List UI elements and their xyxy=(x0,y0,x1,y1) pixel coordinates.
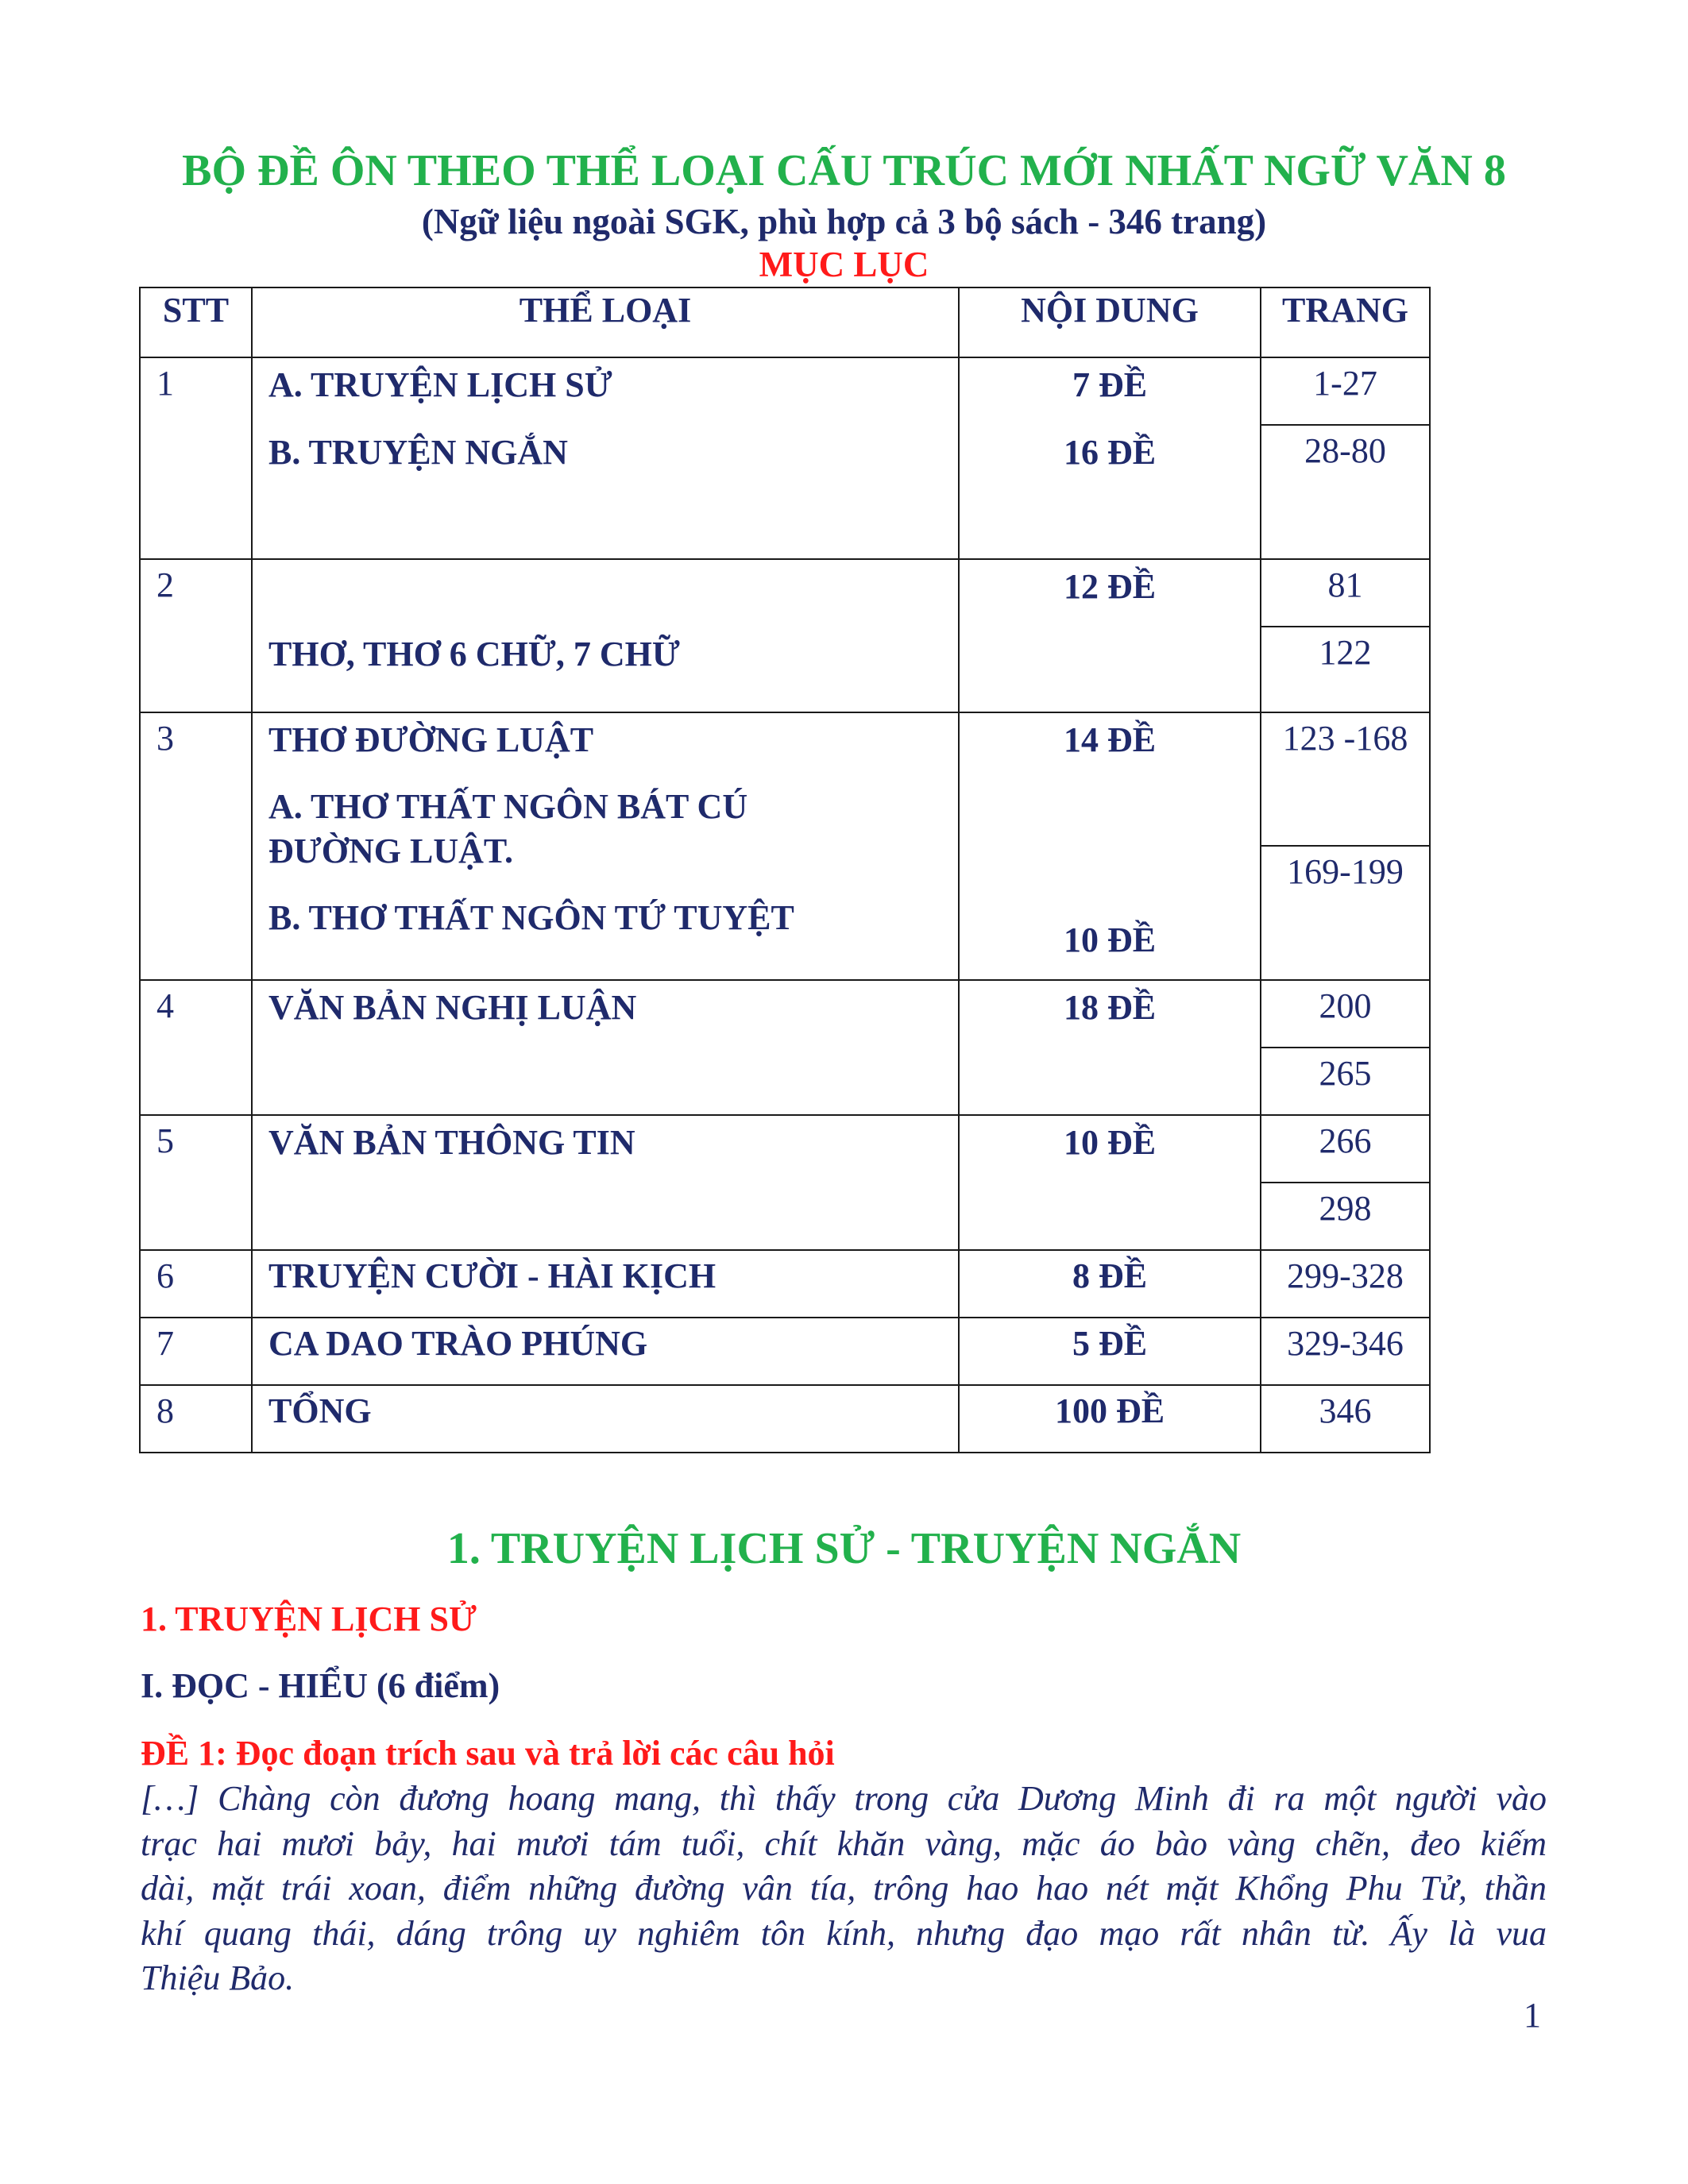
cell-the-loai: TỔNG xyxy=(252,1385,959,1453)
noi-dung-line: 14 ĐỀ xyxy=(1063,720,1157,759)
table-row xyxy=(140,1385,1430,1453)
noi-dung-line: 12 ĐỀ xyxy=(1063,567,1157,606)
noi-dung-line: 7 ĐỀ xyxy=(1072,365,1148,404)
cell-the-loai xyxy=(252,712,959,980)
table-row xyxy=(140,1115,1430,1183)
cell-noi-dung: 100 ĐỀ xyxy=(959,1385,1261,1453)
header-noi-dung: NỘI DUNG xyxy=(959,287,1261,357)
toc-label: MỤC LỤC xyxy=(759,245,929,284)
document-title: BỘ ĐỀ ÔN THEO THỂ LOẠI CẤU TRÚC MỚI NHẤT NGỮ VĂN 8 xyxy=(182,146,1506,195)
passage-line: dài, mặt trái xoan, điểm những đường vân tía, trông hao hao nét mặt Khổng Phu Tử, thần xyxy=(141,1869,1547,1908)
cell-trang: 298 xyxy=(1261,1183,1430,1250)
cell-trang: 299-328 xyxy=(1261,1250,1430,1318)
cell-trang: 200 xyxy=(1261,980,1430,1048)
cell-stt: 5 xyxy=(140,1115,252,1250)
cell-stt: 6 xyxy=(140,1250,252,1318)
the-loai-line: THƠ, THƠ 6 CHỮ, 7 CHỮ xyxy=(268,635,680,673)
noi-dung-line: 18 ĐỀ xyxy=(1063,988,1157,1027)
the-loai-line: ĐƯỜNG LUẬT. xyxy=(268,832,513,870)
cell-stt: 1 xyxy=(140,357,252,559)
cell-stt: 3 xyxy=(140,712,252,980)
part-heading: I. ĐỌC - HIỂU (6 điểm) xyxy=(141,1666,500,1705)
cell-trang: 1-27 xyxy=(1261,357,1430,425)
cell-the-loai xyxy=(252,357,959,559)
the-loai-line: THƠ ĐƯỜNG LUẬT xyxy=(268,720,594,759)
cell-trang: 266 xyxy=(1261,1115,1430,1183)
cell-stt: 8 xyxy=(140,1385,252,1453)
cell-trang: 122 xyxy=(1261,627,1430,712)
the-loai-line: A. TRUYỆN LỊCH SỬ xyxy=(268,365,612,404)
noi-dung-line: 16 ĐỀ xyxy=(1063,433,1157,472)
cell-the-loai xyxy=(252,980,959,1115)
cell-trang: 346 xyxy=(1261,1385,1430,1453)
table-row xyxy=(140,559,1430,627)
cell-stt: 2 xyxy=(140,559,252,712)
cell-noi-dung xyxy=(959,1115,1261,1250)
cell-noi-dung xyxy=(959,357,1261,559)
cell-noi-dung: 5 ĐỀ xyxy=(959,1318,1261,1385)
passage-line: trạc hai mươi bảy, hai mươi tám tuổi, chít khăn vàng, mặc áo bào vàng chẽn, đeo kiếm xyxy=(141,1823,1547,1863)
table-row xyxy=(140,1318,1430,1385)
table-row xyxy=(140,1250,1430,1318)
the-loai-line: B. THƠ THẤT NGÔN TỨ TUYỆT xyxy=(268,898,794,937)
noi-dung-line: 10 ĐỀ xyxy=(1063,1123,1157,1162)
the-loai-line: VĂN BẢN NGHỊ LUẬN xyxy=(268,988,637,1027)
cell-trang: 81 xyxy=(1261,559,1430,627)
cell-trang: 265 xyxy=(1261,1048,1430,1115)
cell-the-loai xyxy=(252,1115,959,1250)
page-number: 1 xyxy=(1524,1996,1541,2035)
cell-noi-dung xyxy=(959,712,1261,980)
cell-stt: 4 xyxy=(140,980,252,1115)
cell-noi-dung xyxy=(959,559,1261,712)
header-the-loai: THỂ LOẠI xyxy=(252,287,959,357)
passage-line: khí quang thái, dáng trông uy nghiêm tôn kính, nhưng đạo mạo rất nhân từ. Ấy là vua xyxy=(141,1913,1547,1953)
cell-trang: 123 -168 xyxy=(1261,712,1430,846)
table-header-row xyxy=(140,287,1430,357)
the-loai-line: VĂN BẢN THÔNG TIN xyxy=(268,1123,635,1162)
cell-trang: 28-80 xyxy=(1261,425,1430,559)
document-subtitle: (Ngữ liệu ngoài SGK, phù hợp cả 3 bộ sách - 346 trang) xyxy=(421,202,1267,241)
cell-stt: 7 xyxy=(140,1318,252,1385)
header-trang: TRANG xyxy=(1261,287,1430,357)
cell-the-loai: CA DAO TRÀO PHÚNG xyxy=(252,1318,959,1385)
passage-line: […] Chàng còn đương hoang mang, thì thấy trong cửa Dương Minh đi ra một người vào xyxy=(141,1779,1547,1818)
table-row xyxy=(140,980,1430,1048)
toc-table xyxy=(139,287,1431,1453)
table-row xyxy=(140,712,1430,846)
the-loai-line: A. THƠ THẤT NGÔN BÁT CÚ xyxy=(268,787,748,826)
passage xyxy=(141,1777,1547,2001)
sub-heading: 1. TRUYỆN LỊCH SỬ xyxy=(141,1599,477,1638)
cell-trang: 169-199 xyxy=(1261,846,1430,980)
passage-line: Thiệu Bảo. xyxy=(141,1958,295,1997)
cell-the-loai xyxy=(252,559,959,712)
the-loai-line: B. TRUYỆN NGẮN xyxy=(268,433,568,472)
header-stt: STT xyxy=(140,287,252,357)
cell-noi-dung: 8 ĐỀ xyxy=(959,1250,1261,1318)
cell-trang: 329-346 xyxy=(1261,1318,1430,1385)
cell-noi-dung xyxy=(959,980,1261,1115)
table-row xyxy=(140,357,1430,425)
section-heading: 1. TRUYỆN LỊCH SỬ - TRUYỆN NGẮN xyxy=(446,1524,1242,1573)
noi-dung-line: 10 ĐỀ xyxy=(1063,920,1157,959)
cell-the-loai: TRUYỆN CƯỜI - HÀI KỊCH xyxy=(252,1250,959,1318)
question-heading: ĐỀ 1: Đọc đoạn trích sau và trả lời các câu hỏi xyxy=(141,1734,835,1773)
